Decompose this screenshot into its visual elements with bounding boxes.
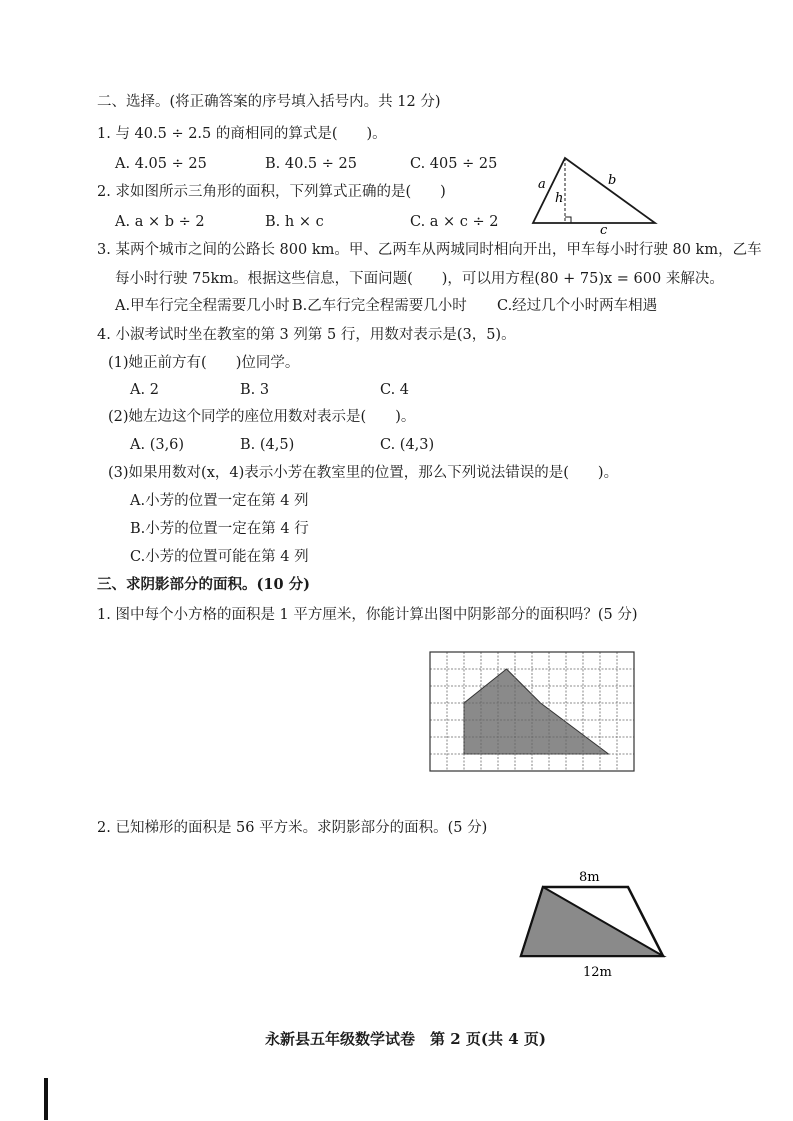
q2-option-a[interactable]: A. a × b ÷ 2 (115, 214, 205, 230)
q4-sub1-option-b[interactable]: B. 3 (240, 382, 270, 398)
label-c: c (600, 223, 608, 238)
q2-option-b[interactable]: B. h × c (265, 214, 324, 230)
bottom-base-label: 12m (583, 965, 612, 980)
q3-option-c[interactable]: C.经过几个小时两车相遇 (497, 298, 658, 314)
trapezoid-figure (515, 865, 675, 985)
s3-q2-stem: 2. 已知梯形的面积是 56 平方米。求阴影部分的面积。(5 分) (97, 820, 488, 836)
grid-figure (430, 652, 635, 772)
q4-sub2-option-a[interactable]: A. (3,6) (130, 437, 185, 453)
q4-sub1-option-c[interactable]: C. 4 (380, 382, 410, 398)
top-base-label: 8m (579, 870, 600, 885)
q1-option-b[interactable]: B. 40.5 ÷ 25 (265, 156, 357, 172)
label-a: a (538, 177, 546, 192)
shaded-triangle (521, 887, 663, 956)
scan-edge-mark (44, 1078, 48, 1120)
label-h: h (555, 191, 564, 206)
q1-option-a[interactable]: A. 4.05 ÷ 25 (115, 156, 207, 172)
q1-option-c[interactable]: C. 405 ÷ 25 (410, 156, 498, 172)
q4-stem: 4. 小淑考试时坐在教室的第 3 列第 5 行，用数对表示是(3，5)。 (97, 327, 516, 343)
q4-sub1-stem: (1)她正前方有( )位同学。 (108, 355, 300, 371)
page-footer: 永新县五年级数学试卷 第 2 页(共 4 页) (265, 1030, 546, 1048)
q3-option-a[interactable]: A.甲车行完全程需要几小时 (115, 298, 290, 314)
label-b: b (608, 173, 617, 188)
q4-sub3-option-c[interactable]: C.小芳的位置可能在第 4 列 (130, 549, 309, 565)
s3-q1-stem: 1. 图中每个小方格的面积是 1 平方厘米，你能计算出图中阴影部分的面积吗？(5 分) (97, 607, 638, 623)
q3-stem-line1: 3. 某两个城市之间的公路长 800 km。甲、乙两车从两城同时相向开出，甲车每小时行驶 80 km，乙车 (97, 242, 762, 258)
section3-heading: 三、求阴影部分的面积。(10 分) (97, 576, 310, 593)
q4-sub3-option-a[interactable]: A.小芳的位置一定在第 4 列 (130, 493, 309, 509)
triangle-shape (533, 158, 655, 223)
q2-option-c[interactable]: C. a × c ÷ 2 (410, 214, 499, 230)
q3-stem-line2: 每小时行驶 75km。根据这些信息，下面问题( )，可以用方程(80 + 75)x = 600 来解决。 (115, 271, 724, 287)
q4-sub2-option-b[interactable]: B. (4,5) (240, 437, 295, 453)
triangle-figure (525, 150, 665, 238)
q4-sub2-option-c[interactable]: C. (4,3) (380, 437, 435, 453)
shaded-shape (464, 669, 609, 754)
q1-stem: 1. 与 40.5 ÷ 2.5 的商相同的算式是( )。 (97, 126, 387, 142)
q4-sub2-stem: (2)她左边这个同学的座位用数对表示是( )。 (108, 409, 416, 425)
section2-heading: 二、选择。(将正确答案的序号填入括号内。共 12 分) (97, 94, 441, 110)
q3-option-b[interactable]: B.乙车行完全程需要几小时 (292, 298, 467, 314)
q4-sub3-option-b[interactable]: B.小芳的位置一定在第 4 行 (130, 521, 309, 537)
q4-sub1-option-a[interactable]: A. 2 (130, 382, 159, 398)
q4-sub3-stem: (3)如果用数对(x，4)表示小芳在教室里的位置，那么下列说法错误的是( )。 (108, 465, 619, 481)
q2-stem: 2. 求如图所示三角形的面积，下列算式正确的是( ) (97, 184, 446, 200)
